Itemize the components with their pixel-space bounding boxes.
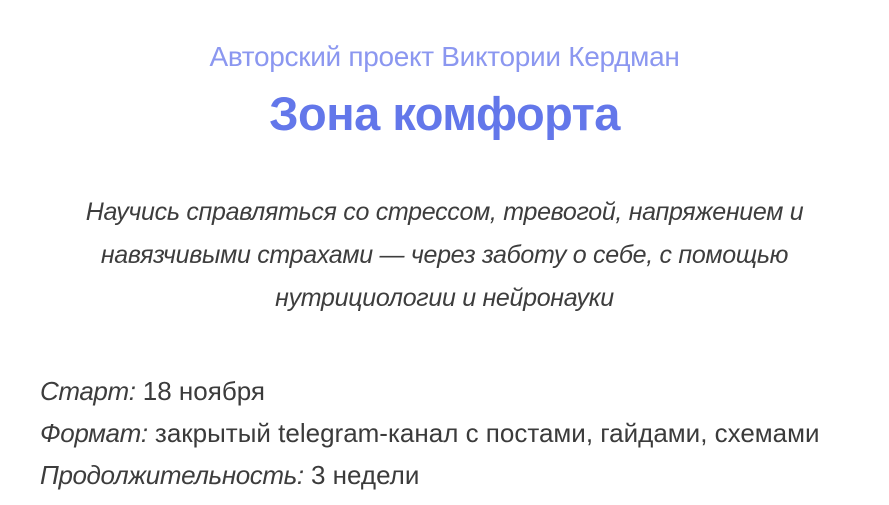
detail-row-duration	[40, 454, 889, 496]
detail-label-format: Формат:	[40, 418, 148, 448]
detail-row-format	[40, 412, 889, 454]
detail-value-start: 18 ноября	[142, 376, 265, 406]
detail-value-duration: 3 недели	[310, 460, 420, 490]
course-details	[40, 370, 889, 496]
course-description: Научись справляться со стрессом, тревогой, напряжением и навязчивыми страхами — через заботу о себе, с помощью нутрициологии и нейронауки	[85, 198, 804, 312]
page-title: Зона комфорта	[269, 87, 620, 140]
project-subtitle: Авторский проект Виктории Кердман	[209, 41, 680, 72]
detail-label-start: Старт:	[40, 376, 136, 406]
detail-label-duration: Продолжительность:	[40, 460, 304, 490]
detail-row-start	[40, 370, 889, 412]
detail-value-format: закрытый telegram-канал с постами, гайдами, схемами	[154, 418, 820, 448]
